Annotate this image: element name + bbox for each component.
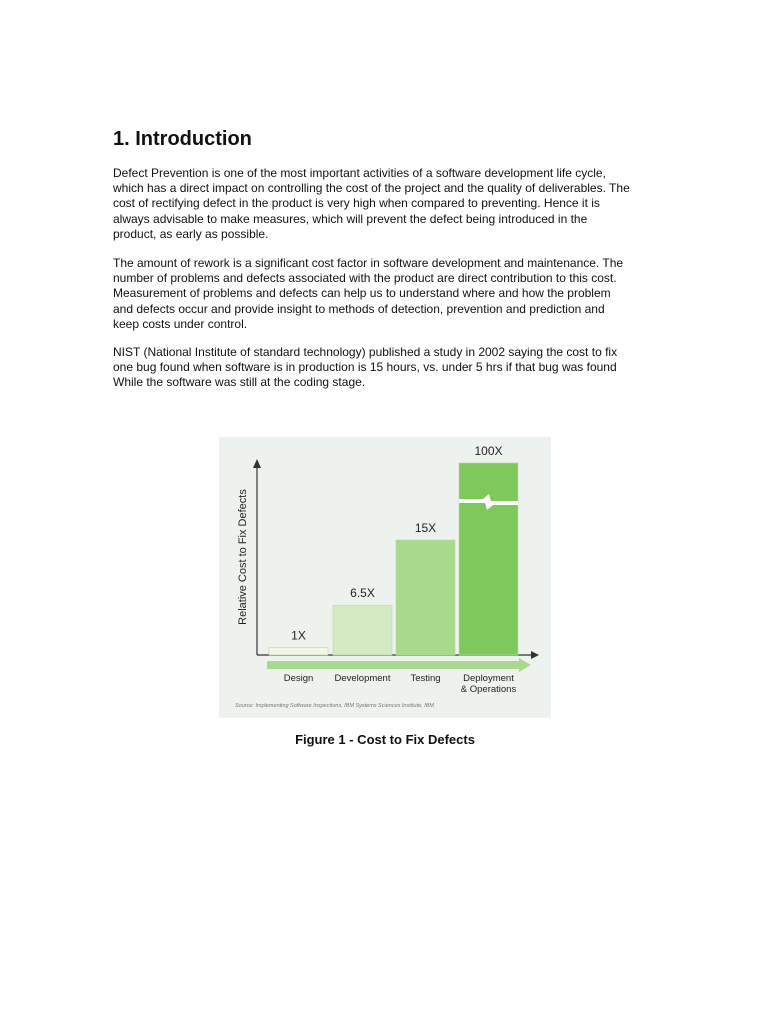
y-axis-arrow [253,459,261,468]
phase-band [267,661,519,669]
section-heading: 1. Introduction [113,128,252,150]
data-label: 100X [474,444,503,458]
bar-deployment-operations [459,463,518,655]
text-line: While the software was still at the coding stage. [113,375,366,390]
data-label: 6.5X [350,586,375,601]
paragraph-nist-study [113,345,617,391]
text-line: Measurement of problems and defects can help us to understand where and how the problem [113,286,611,301]
text-line: which has a direct impact on controlling the cost of the project and the quality of deliverables. The [113,181,630,196]
figure-caption: Figure 1 - Cost to Fix Defects [295,732,475,747]
text-line: product, as early as possible. [113,226,269,241]
x-axis-arrow [531,651,539,659]
text-line: NIST (National Institute of standard technology) published a study in 2002 saying the cost to fix [113,345,618,359]
cost-to-fix-chart [219,437,551,718]
bar-development [333,605,392,655]
source-note: Source: Implementing Software Inspections, IBM Systems Sciences Institute, IBM [235,703,434,709]
data-label: 15X [414,521,437,535]
text-line: always advisable to make measures, which will prevent the defect being introduced in the [113,211,588,226]
text-line: cost of rectifying defect in the product is very high when compared to preventing. Hence it is [113,196,600,211]
category-label: Design [283,673,314,684]
data-label: 1X [291,628,306,643]
category-label: Development [334,673,391,684]
text-line: number of problems and defects associated with the product are direct contribution to this cost. [113,271,617,286]
text-line: The amount of rework is a significant cost factor in software development and maintenance. The [113,256,624,270]
text-line: one bug found when software is in production is 15 hours, vs. under 5 hrs if that bug was found [113,360,617,375]
category-label: & Operations [460,684,517,695]
text-line: and defects occur and provide insight to methods of detection, prevention and prediction and [113,301,605,316]
paragraph-defect-prevention [113,166,630,242]
y-axis-label: Relative Cost to Fix Defects [237,489,249,625]
paragraph-rework-cost [113,256,623,332]
category-label: Testing [410,673,441,684]
category-label: Deployment [463,673,514,684]
phase-band-arrow [519,658,531,672]
text-line: keep costs under control. [113,316,248,331]
bar-testing [396,540,455,655]
chart-svg [219,437,551,718]
text-line: Defect Prevention is one of the most important activities of a software development life cycle, [113,166,606,180]
bar-design [269,647,328,655]
